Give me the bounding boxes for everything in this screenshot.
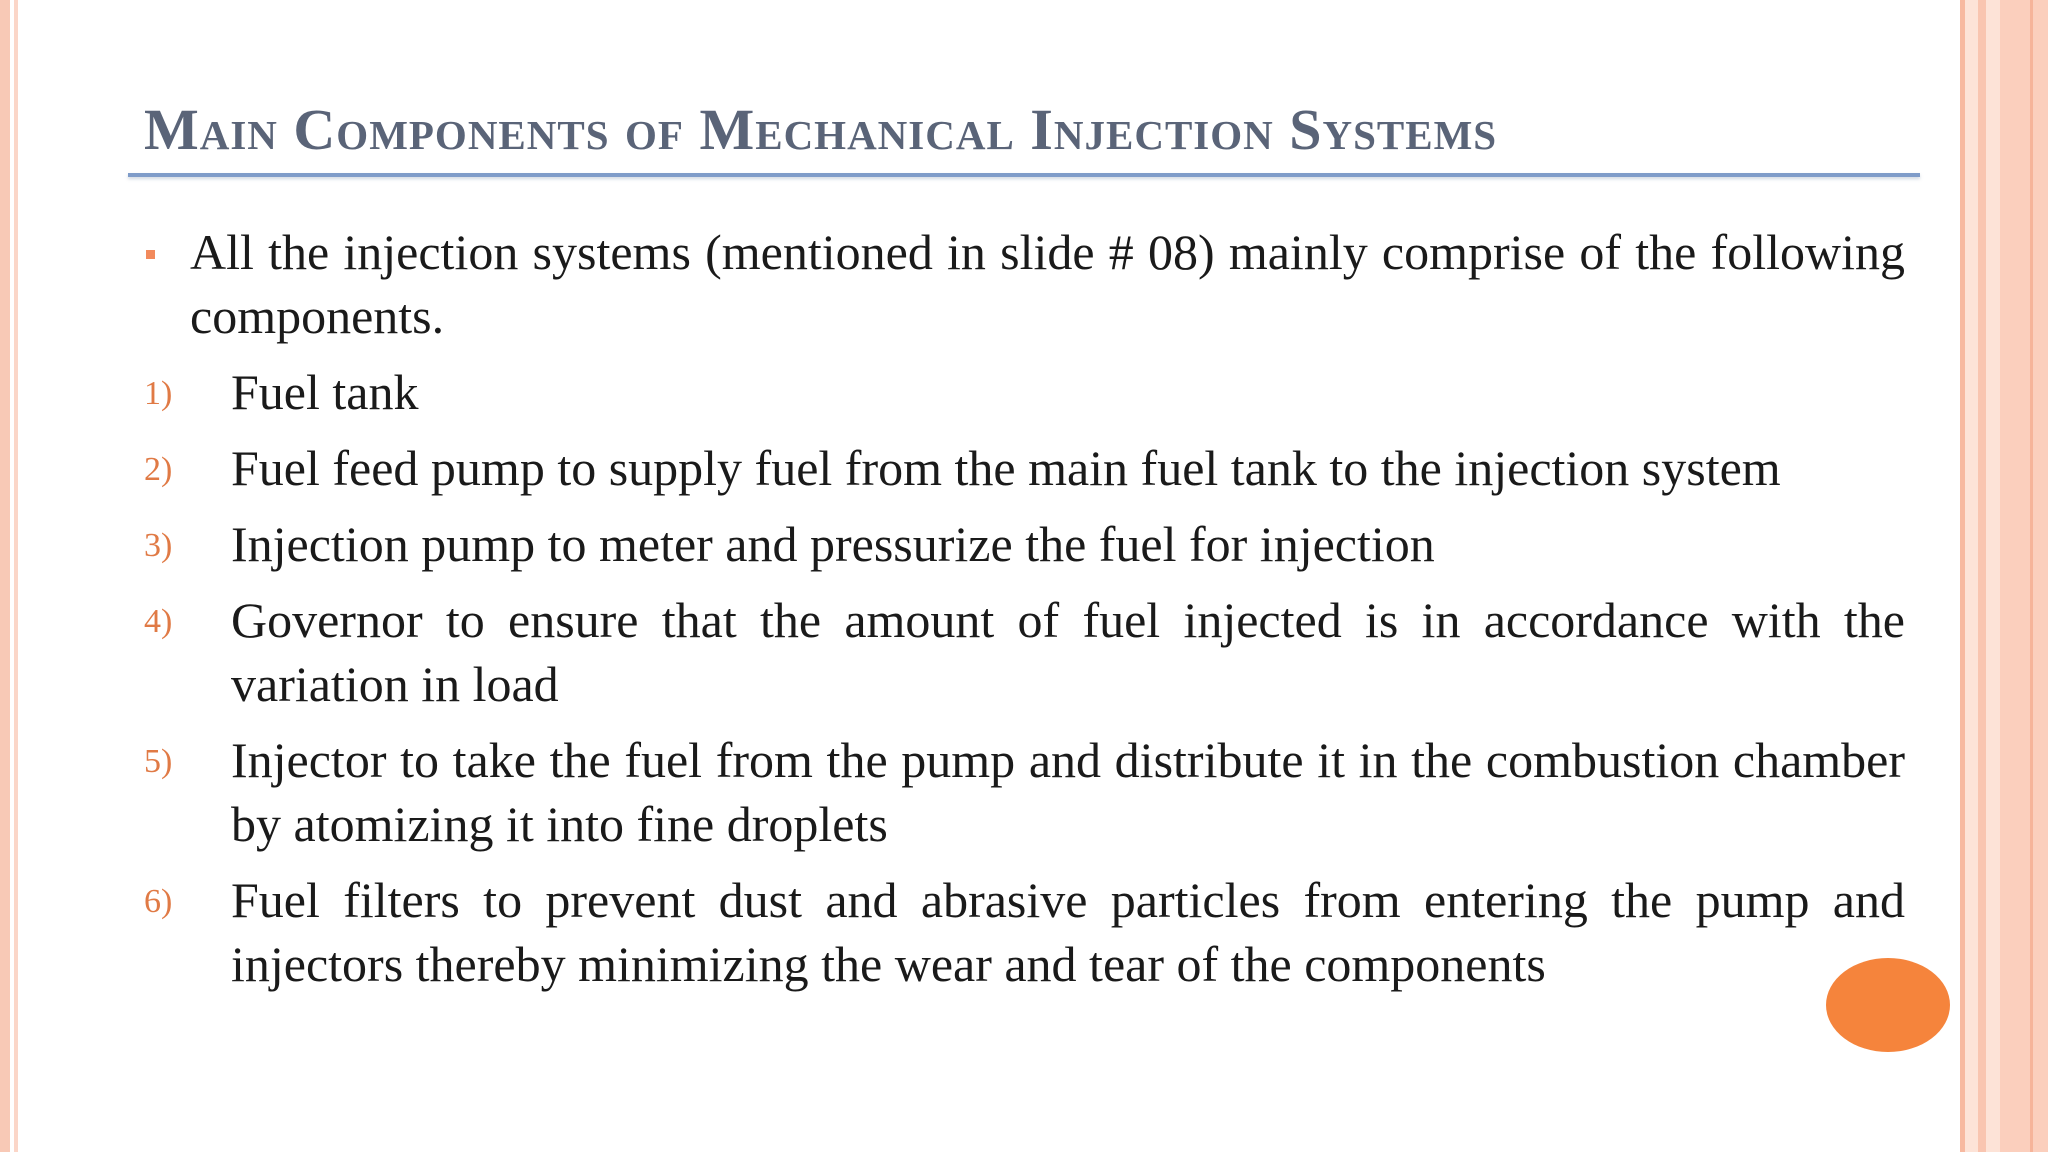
component-list <box>140 360 1905 996</box>
list-item-number: 5) <box>144 743 173 780</box>
list-item-text: Fuel feed pump to supply fuel from the main fuel tank to the injection system <box>231 440 1781 496</box>
list-item <box>140 728 1905 856</box>
right-border-line <box>1978 0 1986 1152</box>
intro-text: All the injection systems (mentioned in slide # 08) mainly comprise of the following components. <box>190 224 1905 344</box>
list-item <box>140 512 1905 576</box>
left-border-stripe <box>0 0 10 1152</box>
list-item-text: Fuel tank <box>231 364 419 420</box>
list-item-number: 1) <box>144 375 173 412</box>
laser-pointer-dot <box>1826 958 1950 1052</box>
title-underline <box>128 173 1920 177</box>
right-border-band <box>2000 0 2048 1152</box>
list-item <box>140 588 1905 716</box>
list-item-number: 2) <box>144 451 173 488</box>
list-item-text: Fuel filters to prevent dust and abrasive particles from entering the pump and injectors thereby minimizing the wear and tear of the components <box>231 872 1905 992</box>
list-item-number: 4) <box>144 603 173 640</box>
list-item-text: Injection pump to meter and pressurize the fuel for injection <box>231 516 1435 572</box>
list-item <box>140 436 1905 500</box>
list-item-text: Injector to take the fuel from the pump and distribute it in the combustion chamber by atomizing it into fine droplets <box>231 732 1905 852</box>
square-bullet-icon <box>146 250 155 259</box>
slide-body <box>140 220 1905 1008</box>
list-item <box>140 868 1905 996</box>
right-border-line <box>2030 0 2033 1152</box>
slide-title: Main Components of Mechanical Injection Systems <box>144 97 1498 162</box>
list-item-number: 3) <box>144 527 173 564</box>
list-item <box>140 360 1905 424</box>
list-item-text: Governor to ensure that the amount of fuel injected is in accordance with the variation in load <box>231 592 1905 712</box>
list-item-number: 6) <box>144 883 173 920</box>
right-border-line <box>1960 0 1965 1152</box>
left-border-stripe-inner <box>14 0 18 1152</box>
intro-paragraph <box>140 220 1905 348</box>
